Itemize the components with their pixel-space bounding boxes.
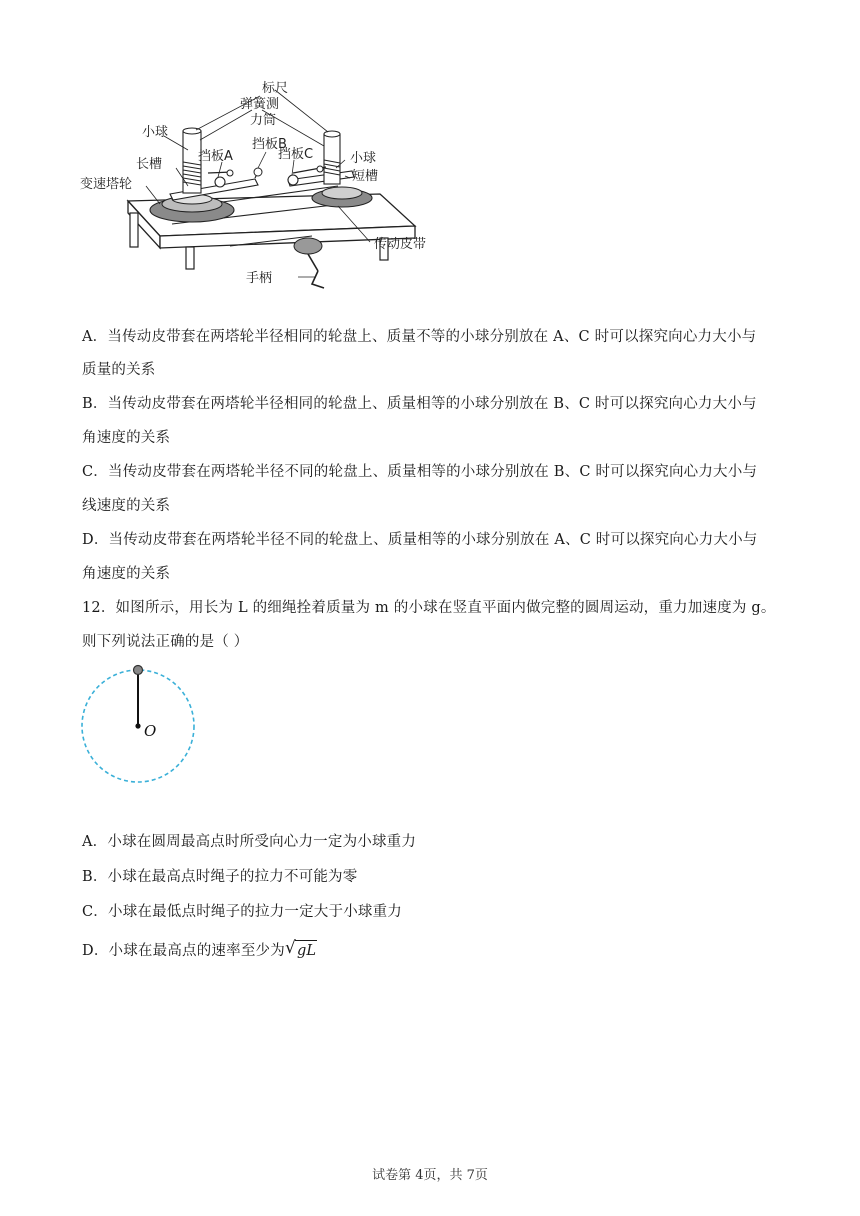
centripetal-apparatus-figure — [80, 76, 440, 291]
q12-stem-line2: 则下列说法正确的是（ ） — [82, 634, 249, 650]
label-belt: 传动皮带 — [374, 237, 427, 252]
page-footer: 试卷第 4页，共 7页 — [372, 1168, 488, 1183]
q11-option-b-line1: B．当传动皮带套在两塔轮半径相同的轮盘上、质量相等的小球分别放在 B、C 时可以探究向心力大小与 — [82, 396, 757, 412]
q11-option-a-line2: 质量的关系 — [82, 362, 156, 378]
label-ball-right: 小球 — [350, 151, 377, 166]
q11-option-c-line1: C．当传动皮带套在两塔轮半径不同的轮盘上、质量相等的小球分别放在 B、C 时可以探究向心力大小与 — [82, 464, 758, 480]
q11-option-a-line1: A．当传动皮带套在两塔轮半径相同的轮盘上、质量不等的小球分别放在 A、C 时可以探究向心力大小与 — [82, 329, 757, 345]
label-ruler: 标尺 — [262, 81, 289, 96]
q12-option-d-text: D．小球在最高点的速率至少为 — [82, 943, 285, 959]
center-label: O — [144, 722, 157, 740]
label-handle: 手柄 — [246, 271, 273, 286]
q11-option-c-line2: 线速度的关系 — [82, 498, 171, 514]
q12-option-d — [82, 940, 317, 961]
label-long-slot: 长槽 — [136, 157, 163, 172]
label-tower-wheel: 变速塔轮 — [80, 177, 133, 192]
q12-option-b: B．小球在最高点时绳子的拉力不可能为零 — [82, 869, 358, 885]
label-ball-left: 小球 — [142, 125, 169, 140]
q12-option-a: A．小球在圆周最高点时所受向心力一定为小球重力 — [82, 834, 417, 850]
q11-option-d-line2: 角速度的关系 — [82, 566, 171, 582]
center-point — [135, 723, 140, 728]
label-spring-tube-line2: 力筒 — [250, 113, 277, 128]
ball — [134, 666, 143, 675]
q12-stem-line1: 12．如图所示，用长为 L 的细绳拴着质量为 m 的小球在竖直平面内做完整的圆周运动，重力加速度为 g。 — [82, 600, 776, 616]
vertical-circle-figure — [78, 658, 200, 786]
label-baffle-c: 挡板C — [278, 147, 314, 162]
sqrt-expression: √ gL — [284, 938, 317, 959]
label-short-slot: 短槽 — [352, 169, 379, 184]
q11-option-b-line2: 角速度的关系 — [82, 430, 171, 446]
q11-option-d-line1: D．当传动皮带套在两塔轮半径不同的轮盘上、质量相等的小球分别放在 A、C 时可以探究向心力大小与 — [82, 532, 758, 548]
label-baffle-b: 挡板B — [252, 137, 287, 152]
sqrt-radicand: gL — [295, 940, 317, 961]
label-baffle-a: 挡板A — [198, 149, 233, 164]
q12-option-c: C．小球在最低点时绳子的拉力一定大于小球重力 — [82, 904, 402, 920]
label-spring-tube-line1: 弹簧测 — [240, 97, 280, 112]
